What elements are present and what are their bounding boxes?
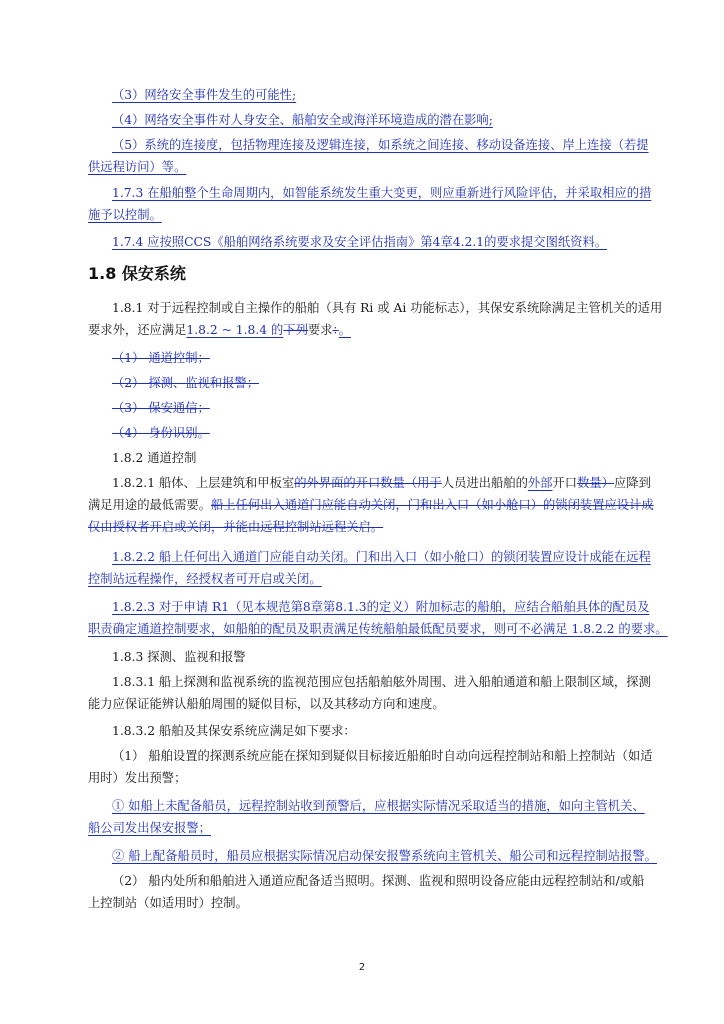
inserted-text: 控制站远程操作，经授权者可开启或关闭。 (88, 572, 322, 586)
paragraph-text: 1.8.3.2 船舶及其保安系统应满足如下要求： (112, 724, 356, 738)
paragraph-text: 上控制站（如适用时）控制。 (88, 896, 248, 910)
list-item-4 (88, 109, 674, 131)
paragraph-text: 应降到 (614, 476, 651, 490)
page-number: 2 (358, 962, 366, 973)
deleted-text: 数量） (577, 476, 614, 490)
subheading-1-8-2 (88, 447, 674, 469)
inserted-text: ② 船上配备船员时，船员应根据实际情况启动保安报警系统向主管机关、船公司和远程控制站报警。 (112, 849, 657, 863)
deleted-text: 的外界面的开口数量（用于 (294, 476, 442, 490)
paragraph-text: 1.8.2 通道控制 (112, 451, 197, 465)
inserted-text: 1.8.2.3 对于申请 R1（见本规范第8章第8.1.3的定义）附加标志的船舶，应结合船舶具体的配员及 (112, 600, 650, 614)
inserted-text: 供远程访问）等。 (88, 160, 187, 174)
deleted-text: 仅由授权者开启或关闭，并能由远程控制站远程关启。 (88, 520, 384, 534)
inserted-text: （5）系统的连接度，包括物理连接及逻辑连接，如系统之间连接、移动设备连接、岸上连接（若提 (112, 138, 649, 152)
paragraph-text: 1.8.3 探测、监视和报警 (112, 650, 246, 664)
clause-1-7-4 (88, 231, 674, 253)
paragraph-text: 能力应保证能辨认船舶周围的疑似目标，以及其移动方向和速度。 (88, 697, 445, 711)
paragraph-text: 用时）发出预警； (88, 771, 187, 785)
subheading-1-8-3 (88, 646, 674, 668)
paragraph-text: （1） 船舶设置的探测系统应能在探知到疑似目标接近船舶时自动向远程控制站和船上控制站（如适 (112, 749, 653, 763)
inserted-text: ① 如船上未配备船员，远程控制站收到预警后，应根据实际情况采取适当的措施，如向主管机关、 (112, 799, 645, 813)
requirement-2 (88, 870, 674, 914)
inserted-text: 职责确定通道控制要求，如船舶的配员及职责满足传统船舶最低配员要求，则可不必满足 1.8.2.2 的要求。 (88, 622, 668, 636)
clause-1-8-2-3 (88, 596, 674, 640)
paragraph-text: 1.8.2.1 船体、上层建筑和甲板室 (112, 476, 295, 490)
section-heading: 1.8 保安系统 (88, 264, 186, 283)
inserted-text: （4）网络安全事件对人身安全、船舶安全或海洋环境造成的潜在影响; (112, 113, 493, 127)
inserted-text: 1.7.3 在船舶整个生命周期内，如智能系统发生重大变更，则应重新进行风险评估，并采取相应的措 (112, 186, 652, 200)
deleted-text: 船上任何出入通道门应能自动关闭，门和出入口（如小舱口）的锁闭装置应设计成 (210, 498, 654, 512)
deleted-text: （3） 保安通信； (112, 401, 210, 415)
requirement-1-item-1 (88, 795, 674, 839)
paragraph-text: 1.8.1 对于远程控制或自主操作的船舶（具有 Ri 或 Ai 功能标志），其保安系统除满足主管机关的适用 (112, 301, 663, 315)
paragraph-text: 满足用途的最低需要。 (88, 498, 211, 512)
deleted-text: 下列 (283, 323, 308, 337)
inserted-text: 外部 (527, 476, 553, 490)
paragraph-text: 要求外，还应满足 (88, 323, 187, 337)
requirement-1-item-2 (88, 845, 674, 867)
list-item-5 (88, 134, 674, 178)
deleted-text: （1） 通道控制； (112, 351, 210, 365)
clause-1-8-2-1 (88, 472, 674, 538)
paragraph-text: 开口 (552, 476, 578, 490)
paragraph-text: 要求 (307, 323, 333, 337)
paragraph-text: 人员进出船舶的 (441, 476, 528, 490)
deleted-list-item-3 (88, 397, 674, 419)
deleted-text: （4） 身份识别。 (112, 426, 210, 440)
deleted-list-item-2 (88, 372, 674, 394)
clause-1-8-3-1 (88, 671, 674, 715)
inserted-text: 1.7.4 应按照CCS《船舶网络系统要求及安全评估指南》第4章4.2.1的要求提交图纸资料。 (112, 235, 608, 249)
clause-1-8-1 (88, 297, 674, 341)
requirement-1 (88, 745, 674, 789)
deleted-text: （2） 探测、监视和报警； (112, 376, 259, 390)
inserted-text: （3）网络安全事件发生的可能性; (112, 88, 297, 102)
inserted-text: 船公司发出保安报警； (88, 821, 211, 835)
paragraph-text: （2） 船内处所和船舶进入通道应配备适当照明。探测、监视和照明设备应能由远程控制站和/或船 (112, 874, 645, 888)
deleted-list-item-1 (88, 347, 674, 369)
inserted-text: 施予以控制。 (88, 208, 162, 222)
inserted-text: 1.8.2.2 船上任何出入通道门应能自动关闭。门和出入口（如小舱口）的锁闭装置应设计成能在远程 (112, 550, 651, 564)
clause-1-8-3-2 (88, 720, 674, 742)
inserted-text: 。 (338, 323, 351, 337)
list-item-3 (88, 84, 674, 106)
deleted-list-item-4 (88, 422, 674, 444)
deleted-text: ： (332, 323, 339, 337)
paragraph-text: 1.8.3.1 船上探测和监视系统的监视范围应包括船舶舷外周围、进入船舶通道和船上限制区域，探测 (112, 675, 651, 689)
clause-1-8-2-2 (88, 546, 674, 590)
inserted-text: 1.8.2 ~ 1.8.4 的 (186, 323, 284, 337)
clause-1-7-3 (88, 182, 674, 226)
